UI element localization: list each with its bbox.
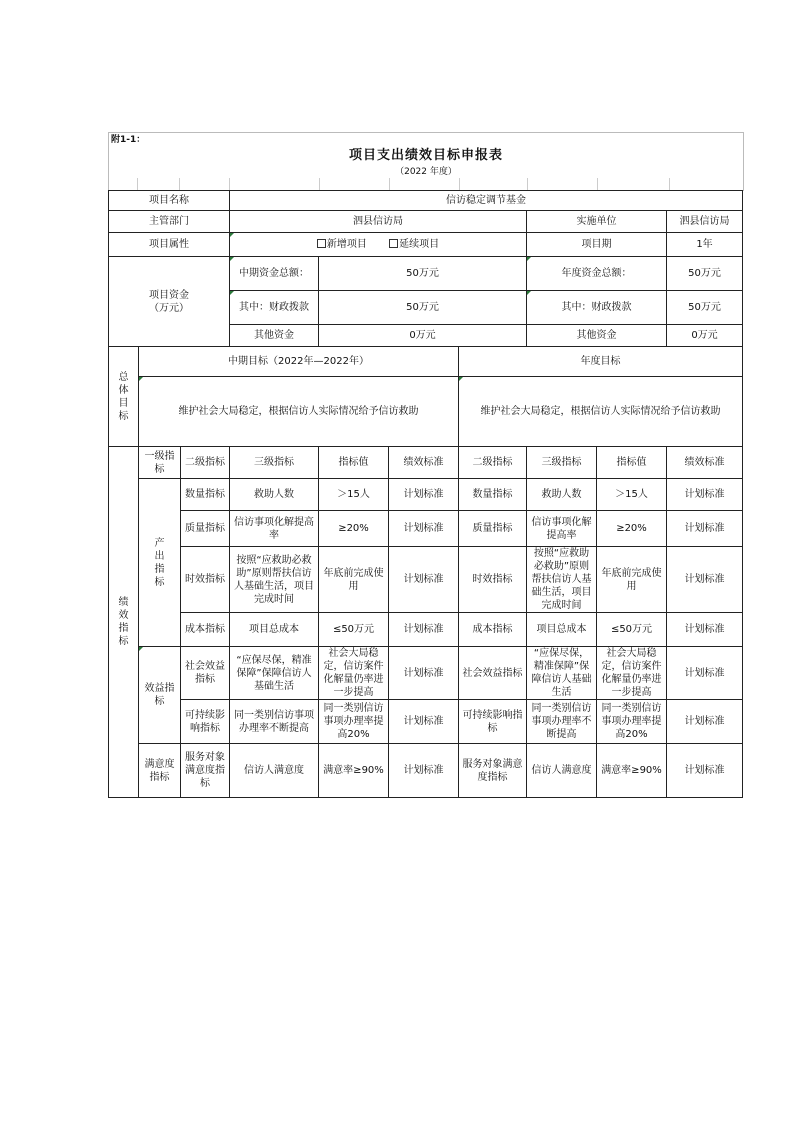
indicator-std: 计划标准: [389, 511, 459, 547]
header-stdy: 绩效标准: [667, 447, 743, 479]
header-l2y: 二级指标: [459, 447, 527, 479]
indicator-stdy: 计划标准: [667, 744, 743, 798]
indicator-stdy: 计划标准: [667, 511, 743, 547]
year-other-value: 0万元: [667, 325, 743, 347]
indicator-l2: 时效指标: [181, 547, 230, 613]
indicator-std: 计划标准: [389, 547, 459, 613]
year-goal-header: 年度目标: [459, 347, 743, 377]
page-title: 项目支出绩效目标申报表: [108, 146, 744, 166]
group-output: [139, 479, 181, 647]
goals-label-text: 总体目标: [118, 371, 129, 422]
funds-label: [109, 257, 230, 347]
row-project-name: [109, 191, 743, 211]
mid-goal-header: 中期目标（2022年—2022年）: [139, 347, 459, 377]
mid-other-value: 0万元: [319, 325, 527, 347]
year-fiscal-value: 50万元: [667, 291, 743, 325]
indicator-l3: 按照“应救助必救助”原则帮扶信访人基础生活，项目完成时间: [230, 547, 319, 613]
indicators-label: [109, 447, 139, 798]
indicator-valy: 年底前完成使用: [597, 547, 667, 613]
mid-goal-text: 维护社会大局稳定，根据信访人实际情况给予信访救助: [139, 377, 459, 447]
indicator-l2: 社会效益指标: [181, 647, 230, 700]
indicator-l3: 信访人满意度: [230, 744, 319, 798]
year-other-label: 其他资金: [527, 325, 667, 347]
indicator-stdy: 计划标准: [667, 613, 743, 647]
indicator-valy: ≥20%: [597, 511, 667, 547]
header-l2: 二级指标: [181, 447, 230, 479]
indicator-stdy: 计划标准: [667, 647, 743, 700]
period-value: 1年: [667, 233, 743, 257]
header-l3: 三级指标: [230, 447, 319, 479]
indicator-valy: 满意率≥90%: [597, 744, 667, 798]
attr-label: 项目属性: [109, 233, 230, 257]
indicator-row: [109, 613, 743, 647]
indicator-l2y: 时效指标: [459, 547, 527, 613]
indicator-stdy: 计划标准: [667, 547, 743, 613]
year-total-value: 50万元: [667, 257, 743, 291]
checkbox-cont[interactable]: [389, 239, 398, 248]
row-funds-total: [109, 257, 743, 291]
dept-label: 主管部门: [109, 211, 230, 233]
indicator-l3y: 信访人满意度: [527, 744, 597, 798]
indicator-val: ＞15人: [319, 479, 389, 511]
year-goal-text: 维护社会大局稳定，根据信访人实际情况给予信访救助: [459, 377, 743, 447]
mid-fiscal-label: 其中：财政拨款: [230, 291, 319, 325]
row-dept: [109, 211, 743, 233]
attachment-label: 附1-1：: [111, 135, 146, 145]
row-goals-text: [109, 377, 743, 447]
project-name-value: 信访稳定调节基金: [230, 191, 743, 211]
group-output-text: 产出指标: [154, 537, 165, 588]
indicator-l2: 质量指标: [181, 511, 230, 547]
indicator-val: 满意率≥90%: [319, 744, 389, 798]
indicator-valy: ＞15人: [597, 479, 667, 511]
indicator-row: [109, 700, 743, 744]
attr-new-label: 新增项目: [326, 239, 367, 250]
indicator-valy: ≤50万元: [597, 613, 667, 647]
indicator-l2y: 质量指标: [459, 511, 527, 547]
indicator-valy: 社会大局稳定，信访案件化解量仍率进一步提高: [597, 647, 667, 700]
period-label: 项目期: [527, 233, 667, 257]
impl-value: 泗县信访局: [667, 211, 743, 233]
indicator-val: 年底前完成使用: [319, 547, 389, 613]
mid-total-value: 50万元: [319, 257, 527, 291]
goals-label: [109, 347, 139, 447]
header-std: 绩效标准: [389, 447, 459, 479]
indicator-std: 计划标准: [389, 647, 459, 700]
indicator-val: ≥20%: [319, 511, 389, 547]
checkbox-new[interactable]: [317, 239, 326, 248]
indicator-valy: 同一类别信访事项办理率提高20%: [597, 700, 667, 744]
indicator-l3y: 同一类别信访事项办理率不断提高: [527, 700, 597, 744]
indicators-label-text: 绩效指标: [118, 597, 129, 647]
dept-value: 泗县信访局: [230, 211, 527, 233]
performance-target-table: [108, 190, 743, 798]
indicator-l3y: 按照“应救助必救助”原则帮扶信访人基础生活，项目完成时间: [527, 547, 597, 613]
indicator-val: ≤50万元: [319, 613, 389, 647]
indicator-l3y: “应保尽保，精准保障”保障信访人基础生活: [527, 647, 597, 700]
indicator-row: [109, 547, 743, 613]
indicator-row: [109, 647, 743, 700]
indicator-std: 计划标准: [389, 700, 459, 744]
indicator-l2y: 服务对象满意度指标: [459, 744, 527, 798]
indicator-l3: 项目总成本: [230, 613, 319, 647]
row-attr: [109, 233, 743, 257]
row-goals-header: [109, 347, 743, 377]
indicator-row: [109, 744, 743, 798]
year-total-label: 年度资金总额：: [527, 257, 667, 291]
indicator-l2y: 数量指标: [459, 479, 527, 511]
indicator-l2y: 社会效益指标: [459, 647, 527, 700]
indicator-std: 计划标准: [389, 613, 459, 647]
mid-total-label: 中期资金总额：: [230, 257, 319, 291]
mid-other-label: 其他资金: [230, 325, 319, 347]
indicator-l3: “应保尽保，精准保障”保障信访人基础生活: [230, 647, 319, 700]
indicator-val: 社会大局稳定，信访案件化解量仍率进一步提高: [319, 647, 389, 700]
impl-label: 实施单位: [527, 211, 667, 233]
indicator-l3: 救助人数: [230, 479, 319, 511]
header-l3y: 三级指标: [527, 447, 597, 479]
group-satisfaction-text: 满意度指标: [144, 758, 175, 783]
indicator-l2y: 成本指标: [459, 613, 527, 647]
page-subtitle: （2022 年度）: [108, 166, 744, 178]
indicator-l3y: 救助人数: [527, 479, 597, 511]
indicator-l2: 数量指标: [181, 479, 230, 511]
header-val: 指标值: [319, 447, 389, 479]
attr-options: [230, 233, 527, 257]
funds-label-text: 项目资金（万元）: [149, 289, 189, 314]
indicator-std: 计划标准: [389, 479, 459, 511]
header-valy: 指标值: [597, 447, 667, 479]
group-benefit: [139, 647, 181, 744]
indicator-row: [109, 511, 743, 547]
indicator-l2: 成本指标: [181, 613, 230, 647]
attachment-label-row: [108, 132, 744, 147]
indicator-l3: 信访事项化解提高率: [230, 511, 319, 547]
indicator-l3y: 项目总成本: [527, 613, 597, 647]
mid-fiscal-value: 50万元: [319, 291, 527, 325]
indicator-l2: 可持续影响指标: [181, 700, 230, 744]
indicator-l3y: 信访事项化解提高率: [527, 511, 597, 547]
indicator-stdy: 计划标准: [667, 479, 743, 511]
group-satisfaction: [139, 744, 181, 798]
group-benefit-text: 效益指标: [144, 683, 175, 707]
indicator-val: 同一类别信访事项办理率提高20%: [319, 700, 389, 744]
indicator-l2: 服务对象满意度指标: [181, 744, 230, 798]
indicator-stdy: 计划标准: [667, 700, 743, 744]
year-fiscal-label: 其中：财政拨款: [527, 291, 667, 325]
indicator-row: [109, 479, 743, 511]
indicator-l2y: 可持续影响指标: [459, 700, 527, 744]
row-indicator-header: [109, 447, 743, 479]
indicator-std: 计划标准: [389, 744, 459, 798]
header-l1: 一级指标: [139, 447, 181, 479]
project-name-label: 项目名称: [109, 191, 230, 211]
indicator-l3: 同一类别信访事项办理率不断提高: [230, 700, 319, 744]
attr-cont-label: 延续项目: [399, 239, 440, 250]
